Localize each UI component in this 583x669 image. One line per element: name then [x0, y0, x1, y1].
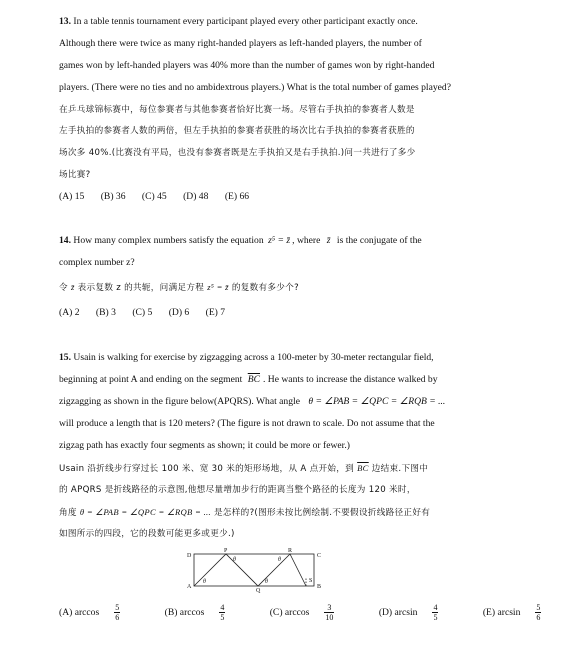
numerator: 5 [536, 603, 541, 612]
theta-label: θ [265, 579, 268, 585]
problem-14-line-2: complex number z? [59, 257, 135, 268]
label-p: P [224, 548, 228, 554]
problem-15-zh-1 [59, 462, 428, 475]
zbar-symbol: z̄ [326, 235, 331, 246]
theta-label: θ [203, 579, 206, 585]
denominator: 10 [325, 613, 334, 622]
problem-13-zh-3: 场次多 40%.(比赛没有平局，也没有参赛者既是左手执拍又是右手执拍.)问一共进行了多少 [59, 148, 416, 158]
segment-bc: $\overline{BC}$ [357, 463, 369, 473]
zigzag-path [194, 554, 306, 586]
numerator: 3 [324, 603, 334, 613]
option-label: (C) arccos [269, 606, 310, 618]
problem-13-text: In a table tennis tournament every participant played every other participant exactly once. [73, 16, 418, 27]
problem-14-line-1 [59, 235, 422, 247]
option-label: (B) arccos [164, 606, 205, 618]
denominator: 5 [433, 613, 438, 622]
zh-text: 是怎样的?(图形未按比例绘制.不要假设折线路径正好有 [214, 508, 431, 518]
zh-text: 的复数有多少个? [231, 283, 299, 293]
option-e[interactable] [483, 603, 570, 622]
numerator: 4 [433, 603, 438, 612]
option-d[interactable]: (D) 48 [183, 191, 209, 202]
text: . He wants to increase the distance walked by [263, 374, 438, 385]
label-a: A [187, 584, 192, 590]
problem-15-line-3 [59, 396, 445, 408]
angle-equation: θ = ∠PAB = ∠QPC = ∠RQB = ... [308, 396, 446, 407]
zh-text: 边结束.下图中 [371, 464, 429, 474]
numerator: 5 [115, 603, 120, 612]
denominator: 6 [536, 613, 541, 622]
segment-bc: $\overline{BC}$ [247, 374, 260, 385]
option-a[interactable] [59, 603, 148, 622]
text: zigzagging as shown in the figure below(APQRS). What angle [59, 396, 300, 407]
label-b: B [317, 584, 322, 590]
problem-13-line-4: players. (There were no ties and no ambidextrous players.) What is the total number of games played? [59, 82, 451, 93]
zbar-symbol: z̄ [70, 282, 75, 292]
field-rectangle [194, 554, 314, 586]
theta-label: θ [233, 557, 236, 563]
option-label: (E) arcsin [482, 606, 521, 618]
label-d: D [187, 553, 192, 559]
problem-15-zh-3 [59, 506, 430, 519]
fraction [114, 603, 134, 622]
option-b[interactable] [165, 603, 254, 622]
problem-number: 14. [59, 235, 71, 246]
option-a[interactable]: (A) 2 [59, 307, 80, 318]
zh-equation: z⁵ = z̄ [207, 282, 229, 292]
problem-number: 15. [59, 352, 71, 363]
fraction [219, 603, 239, 622]
problem-15-line-1 [59, 352, 434, 364]
problem-14-text-2: , where [292, 235, 321, 246]
fraction [324, 603, 348, 622]
problem-number: 13. [59, 16, 71, 27]
problem-13-zh-1: 在乒乓球锦标赛中，每位参赛者与其他参赛者恰好比赛一场。尽管右手执拍的参赛者人数是 [59, 105, 415, 115]
problem-13-zh-2: 左手执拍的参赛者人数的两倍，但左手执拍的参赛者获胜的场次比右手执拍的参赛者获胜的 [59, 126, 415, 136]
problem-13-zh-4: 场比赛? [59, 170, 91, 180]
option-a[interactable]: (A) 15 [59, 191, 85, 202]
option-label: (A) arccos [59, 606, 100, 618]
label-r: R [288, 548, 293, 554]
denominator: 5 [220, 613, 225, 622]
option-d[interactable]: (D) 6 [168, 307, 190, 318]
problem-14-zh [59, 281, 299, 294]
option-c[interactable]: (C) 5 [132, 307, 153, 318]
zh-text: 角度 [59, 508, 77, 518]
problem-13-options [59, 191, 263, 202]
problem-15-line-4: will produce a length that is 120 meters? (The figure is not drawn to scale. Do not assume that the [59, 418, 435, 429]
option-c[interactable]: (C) 45 [141, 191, 167, 202]
option-b[interactable]: (B) 36 [100, 191, 126, 202]
zh-text: 表示复数 z 的共轭，问满足方程 [77, 283, 205, 293]
zigzag-figure [178, 548, 328, 592]
problem-15-line-2 [59, 374, 438, 386]
problem-15-zh-4: 如图所示的四段，它的段数可能更多或更少.) [59, 529, 235, 539]
problem-15-options [59, 603, 583, 622]
problem-13-line-1 [59, 16, 418, 28]
fraction [535, 603, 555, 622]
problem-14-text-1: How many complex numbers satisfy the equation [73, 235, 264, 246]
label-q: Q [256, 588, 261, 594]
problem-14-text-3: is the conjugate of the [336, 235, 422, 246]
fraction [432, 603, 452, 622]
option-b[interactable]: (B) 3 [95, 307, 116, 318]
option-d[interactable] [379, 603, 467, 622]
label-c: C [317, 553, 322, 559]
numerator: 4 [220, 603, 225, 612]
angle-equation: θ = ∠PAB = ∠QPC = ∠RQB = ... [79, 507, 211, 517]
problem-14-options [59, 307, 239, 318]
problem-15-zh-2: 的 APQRS 是折线路径的示意图,他想尽量增加步行的距离当整个路径的长度为 120 米时， [59, 485, 416, 495]
problem-13-line-2: Although there were twice as many right-handed players as left-handed players, the number of [59, 38, 422, 49]
zh-text: Usain 沿折线步行穿过长 100 米、宽 30 米的矩形场地，从 A 点开始，到 [59, 464, 355, 474]
option-label: (D) arcsin [378, 606, 418, 618]
option-c[interactable] [270, 603, 363, 622]
theta-label: θ [278, 557, 281, 563]
text: beginning at point A and ending on the segment [59, 374, 243, 385]
zh-text: 令 [59, 283, 68, 293]
option-e[interactable]: (E) 7 [205, 307, 226, 318]
problem-15-line-5: zigzag path has exactly four segments as shown; it could be more or fewer.) [59, 440, 350, 451]
denominator: 6 [115, 613, 120, 622]
problem-15-text: Usain is walking for exercise by zigzagging across a 100-meter by 30-meter rectangular field, [73, 352, 434, 363]
option-e[interactable]: (E) 66 [224, 191, 250, 202]
problem-14-equation: z⁵ = z̄ [268, 235, 291, 246]
label-s: S [309, 578, 313, 584]
problem-13-line-3: games won by left-handed players was 40% more than the number of games won by right-handed [59, 60, 435, 71]
